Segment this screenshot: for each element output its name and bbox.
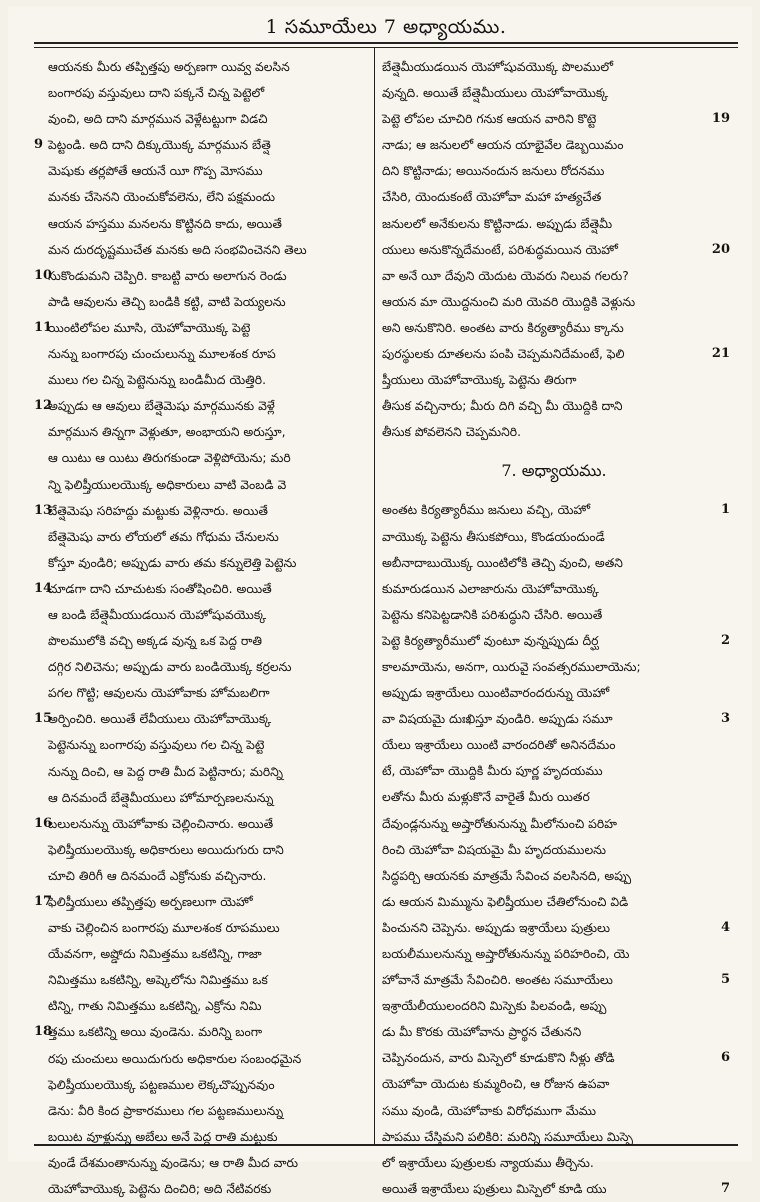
line-text: యెహోవా యెదుట కుమ్మరించి, ఆ రోజున ఉపవా — [382, 1077, 610, 1092]
text-line — [378, 341, 730, 367]
text-line — [378, 837, 730, 863]
text-line — [378, 211, 730, 237]
line-text: యెహోవాయొక్క పెట్టెను దించిరి; అది నేటివరకు — [48, 1182, 272, 1197]
line-text: బేత్షెమెషు సరిహద్దు మట్టుకు వెళ్లినారు. అయితే — [48, 503, 268, 518]
line-text: వాయొక్క పెట్టెను తీసుకపోయి, కొండయందుండే — [382, 529, 605, 544]
text-line — [378, 158, 730, 184]
text-line — [378, 732, 730, 758]
line-text: యులు అనుకొన్నదేమంటే, పరిశుద్ధమయిన యెహో — [382, 242, 618, 257]
line-text: అంతట కిర్యత్యారీము జనులు వచ్చి, యెహో — [382, 503, 591, 518]
text-line — [34, 54, 374, 80]
text-line — [34, 785, 374, 811]
line-text: ములు గల చిన్న పెట్టెనున్ను బండిమీద యెత్తిరి. — [48, 373, 266, 388]
verse-number: 17 — [34, 894, 53, 909]
line-text: చేసిరి, యెందుకంటే యెహోవా మహా హత్యచేత — [382, 190, 602, 205]
line-text: సుకొండుమని చెప్పిరి. కాబట్టి వారు అలాగున రెండు — [48, 268, 287, 283]
page — [8, 6, 752, 1197]
text-line — [34, 184, 374, 210]
line-text: లతోను మీరు మళ్లుకొనే వారైతే మీరు యితర — [382, 790, 590, 805]
text-line — [34, 80, 374, 106]
text-line — [378, 132, 730, 158]
text-line — [34, 550, 374, 576]
line-text: యేలు ఇశ్రాయేలు యింటి వారందరితో అనినదేమం — [382, 738, 616, 753]
verse-number: 14 — [34, 580, 53, 596]
page-title: 1 సమూయేలు 7 అధ్యాయము. — [265, 16, 507, 38]
line-text: అప్పుడు ఇశ్రాయేలు యింటివారందరున్ను యెహో — [382, 686, 610, 701]
line-text: పెట్టెను కనిపెట్టడానికి పరిశుద్ధుని చేసిరి. అయితే — [382, 607, 603, 622]
text-line — [378, 54, 730, 80]
text-line — [378, 289, 730, 315]
text-line — [34, 1098, 374, 1124]
line-text: వుండే దేశమంతానున్ను వుండెను; ఆ రాతి మీద వారు — [48, 1155, 299, 1170]
text-line — [34, 863, 374, 889]
text-line — [378, 1019, 730, 1045]
verse-number: 13 — [34, 502, 53, 518]
text-line — [34, 315, 374, 341]
text-line — [378, 550, 730, 576]
line-text: దగ్గిర నిలిచెను; అప్పుడు వారు బండియొక్క కర్రలను — [48, 660, 292, 675]
line-text: చూడగా దాని చూచుటకు సంతోషించిరి. అయితే — [48, 581, 272, 596]
text-line — [378, 80, 730, 106]
text-line — [378, 1045, 730, 1071]
line-text: వాకు చెల్లించిన బంగారపు మూలశంక రూపములు — [48, 921, 280, 936]
line-text: అప్పుడు ఆ ఆవులు బేత్షెమెషు మార్గమునకు వెళ్లే — [48, 399, 275, 414]
text-line — [378, 889, 730, 915]
line-text: పొలములోకి వచ్చి అక్కడ వున్న ఒక పెద్ద రాతి — [48, 634, 263, 649]
line-text: ఆయనకు మీరు తప్పిత్తపు అర్పణగా యివ్వ వలసిన — [48, 60, 290, 74]
text-line — [378, 706, 730, 732]
line-text: అయితే ఇశ్రాయేలు పుత్రులు మిస్పెలో కూడి యు — [382, 1181, 607, 1196]
line-text: ఫెలిష్తీయులయొక్క పట్టణముల లెక్కచొప్పునవుం — [48, 1077, 275, 1092]
verse-number: 7 — [720, 1180, 730, 1196]
text-line — [34, 445, 374, 471]
line-text: దేవుండ్లనున్ను అష్తారోతునున్ను మీలోనుంచి పరిహ — [382, 816, 617, 831]
line-text: కుమారుడయిన ఎలాజారును యెహోవాయొక్క — [382, 581, 599, 596]
text-line — [378, 915, 730, 941]
text-line — [34, 941, 374, 967]
text-line — [378, 1098, 730, 1124]
right-column-bottom — [378, 497, 730, 1202]
line-text: వా విషయమై దుఃఖిస్తూ వుండిరి. అప్పుడు సమూ — [382, 712, 613, 727]
line-text: ఇశ్రాయేలీయులందరిని మిస్పెకు పిలవండి, అప్పు — [382, 999, 607, 1014]
line-text: పించునని చెప్పెను. అప్పుడు ఇశ్రాయేలు పుత్రులు — [382, 920, 611, 935]
line-text: రించి యెహోవా విషయమై మీ హృదయములను — [382, 842, 607, 857]
line-text: మన దురదృష్టముచేత మనకు అది సంభవించెనని తెలు — [48, 242, 307, 257]
verse-number: 3 — [720, 711, 730, 727]
line-text: నిమిత్తము ఒకటిన్ని, అష్కెలోను నిమిత్తము ఒక — [48, 973, 268, 988]
line-text: నున్ను బంగారపు చుంచులున్ను మూలశంక రూప — [48, 347, 276, 362]
text-line — [378, 941, 730, 967]
text-line — [34, 498, 374, 524]
line-text: చెప్పినందున, వారు మిస్పెలో కూడుకొని నీళ్లు తోడి — [382, 1051, 615, 1066]
verse-number: 11 — [34, 319, 53, 335]
line-text: పురస్థులకు దూతలను పంపి చెప్పమనిదేమంటే, ఫెలి — [382, 347, 625, 362]
line-text: డు మీ కొరకు యెహోవాను ప్రార్థన చేతునని — [382, 1025, 582, 1040]
line-text: హోవానే మాత్రమే సేవించిరి. అంతట సమూయేలు — [382, 973, 613, 988]
line-text: నాడు; ఆ జనులలో ఆయన యాభైవేల డెబ్బయిమం — [382, 138, 624, 153]
line-text: బయిట వూళ్లున్ను అబేలు అనే పెద్ద రాతి మట్టుకు — [48, 1129, 278, 1144]
text-line — [34, 106, 374, 132]
text-line — [34, 289, 374, 315]
line-text: టే, యెహోవా యొద్దికి మీరు పూర్ణ హృదయము — [382, 764, 603, 779]
text-line — [378, 1124, 730, 1150]
verse-number: 15 — [34, 711, 53, 727]
text-line — [378, 106, 730, 132]
line-text: ఆ దినమందే బేత్షెమీయులు హోమార్పణలనున్ను — [48, 790, 274, 805]
line-text: వుంచి, అది దాని మార్గమున వెళ్లేటట్టుగా విడచి — [48, 112, 268, 127]
text-line — [34, 132, 374, 158]
line-text: బయలీములనున్ను అష్తారోతునున్ను పరిహరించి, యె — [382, 947, 630, 961]
header-rule — [34, 42, 738, 44]
line-text: వా అనే యీ దేవుని యెదుట యెవరు నిలువ గలరు? — [382, 268, 629, 283]
line-text: పెట్టెనున్ను బంగారపు వస్తువులు గల చిన్న పెట్టె — [48, 738, 265, 753]
column-divider — [374, 48, 375, 1144]
line-text: ఆ బండి బేత్షెమీయుడయిన యెహోషువయొక్క — [48, 607, 267, 622]
right-column-top — [378, 54, 730, 445]
text-line — [378, 1150, 730, 1176]
line-text: సిద్ధపర్చి ఆయనకు మాత్రమే సేవించ వలసినది, అప్పు — [382, 868, 632, 883]
line-text: నున్ను దించి, ఆ పెద్ద రాతి మీద పెట్టినారు; మరిన్ని — [48, 764, 283, 779]
verse-number: 5 — [720, 972, 730, 988]
line-text: యింటిలోపల మూసి, యెహోవాయొక్క పెట్టె — [48, 320, 251, 335]
verse-number: 1 — [720, 502, 730, 518]
line-text: ఆయన మా యొద్దనుంచి మరి యెవరి యొద్దికి వెళ్లును — [382, 294, 636, 309]
text-line — [34, 1046, 374, 1072]
text-line — [378, 680, 730, 706]
text-line — [34, 263, 374, 289]
line-text: లో ఇశ్రాయేలు పుత్రులకు న్యాయము తీర్చెను. — [382, 1155, 594, 1170]
line-text: దిని కొట్టినాడు; అయినందున జనులు రోదనము — [382, 164, 605, 179]
text-line — [378, 367, 730, 393]
text-line — [34, 1019, 374, 1045]
line-text: అని అనుకొనిరి. అంతట వారు కిర్యత్యారీము క్కాను — [382, 320, 624, 335]
verse-number: 4 — [720, 919, 730, 935]
text-line — [378, 237, 730, 263]
line-text: డు ఆయన మిమ్మును ఫెలిష్తీయుల చేతిలోనుంచి విడి — [382, 894, 629, 909]
left-column — [34, 54, 374, 1197]
text-line — [378, 654, 730, 680]
text-line — [34, 602, 374, 628]
text-line — [378, 758, 730, 784]
text-line — [34, 472, 374, 498]
line-text: రపు చుంచులు అయిదుగురు అధికారుల సంబంధమైన — [48, 1051, 302, 1066]
line-text: పాపము చేస్తిమని పలికిరి: మరిన్ని సమూయేలు మిస్పె — [382, 1129, 633, 1144]
verse-number: 12 — [34, 398, 53, 414]
line-text: ఆయన హస్తము మనలను కొట్టినది కాదు, అయితే — [48, 216, 282, 231]
text-line — [34, 889, 374, 915]
line-text: మెషుకు తర్లపోతే ఆయనే యీ గొప్ప మోసము — [48, 164, 263, 179]
line-text: జనులలో అనేకులను కొట్టినాడు. అప్పుడు బేత్షెమీ — [382, 216, 613, 231]
text-line — [34, 759, 374, 785]
verse-number: 21 — [711, 346, 730, 362]
text-line — [378, 993, 730, 1019]
text-line — [378, 315, 730, 341]
line-text: మార్గమున తిన్నగా వెళ్లుతూ, అంభాయని అరుస్తూ, — [48, 425, 286, 440]
chapter-heading: 7. అధ్యాయము. — [501, 461, 607, 481]
text-line — [378, 602, 730, 628]
text-line — [34, 1124, 374, 1150]
line-text: కోస్తూ వుండిరి; అప్పుడు వారు తమ కన్నులెత్తి పెట్టెను — [48, 555, 297, 570]
text-line — [378, 419, 730, 445]
line-text: వున్నది. అయితే బేత్షెమీయులు యెహోవాయొక్క — [382, 86, 609, 101]
line-text: పాడి ఆవులను తెచ్చి బండికి కట్టి, వాటి పెయ్యలను — [48, 294, 286, 309]
text-line — [34, 732, 374, 758]
line-text: తీసుక పోవలెనని చెప్పమనిరి. — [382, 425, 521, 440]
text-line — [34, 367, 374, 393]
line-text: ఆ యిటు ఆ యిటు తిరుగకుండా వెళ్లిపోయెను; మరి — [48, 451, 291, 466]
text-line — [34, 524, 374, 550]
text-line — [378, 784, 730, 810]
text-line — [378, 497, 730, 523]
text-line — [34, 837, 374, 863]
text-line — [34, 1072, 374, 1098]
text-line — [34, 576, 374, 602]
line-text: తీసుక వచ్చినారు; మీరు దిగి వచ్చి మీ యొద్దికి దాని — [382, 399, 623, 414]
text-line — [378, 863, 730, 889]
line-text: మనకు చేసెనని యెంచుకోవలెను, లేని పక్షమందు — [48, 190, 275, 205]
text-line — [34, 393, 374, 419]
line-text: న్ని ఫెలిష్తీయులయొక్క అధికారులు వాటి వెంబడి వె — [48, 477, 287, 492]
line-text: చూచి తిరిగీ ఆ దినమందే ఎక్రోనుకు వచ్చినారు. — [48, 868, 267, 883]
text-line — [34, 341, 374, 367]
text-line — [34, 1176, 374, 1202]
text-line — [34, 237, 374, 263]
line-text: సము వుండి, యెహోవాకు విరోధముగా మేము — [382, 1103, 597, 1118]
line-text: పెట్టండి. అది దాని దిక్కుయొక్క మార్గమున బేత్షె — [48, 138, 271, 153]
text-line — [34, 915, 374, 941]
line-text: టిన్ని, గాతు నిమిత్తము ఒకటిన్ని, ఎక్రోను నిమి — [48, 999, 262, 1014]
text-line — [378, 628, 730, 654]
text-line — [378, 393, 730, 419]
line-text: బేత్షెమెషు వారు లోయలో తమ గోధుమ చేనులను — [48, 529, 279, 544]
text-line — [378, 263, 730, 289]
verse-number: 16 — [34, 815, 53, 831]
text-line — [378, 811, 730, 837]
verse-number: 18 — [34, 1024, 53, 1040]
text-line — [378, 967, 730, 993]
text-line — [34, 967, 374, 993]
line-text: త్తము ఒకటిన్ని అయి వుండెను. మరిన్ని బంగా — [48, 1025, 263, 1040]
line-text: యేవనగా, అష్డోదు నిమిత్తము ఒకటిన్ని, గాజా — [48, 947, 262, 962]
line-text: డెను: వీరి కింద ప్రాకారములు గల పట్టణములున్ను — [48, 1103, 284, 1118]
line-text: ఫెలిష్తీయులయొక్క అధికారులు అయిదుగురు దాని — [48, 842, 284, 857]
line-text: ఫెలిష్తీయులు తప్పిత్తపు అర్పణలుగా యెహో — [48, 895, 253, 909]
line-text: పెట్టె లోపల చూచిరి గనుక ఆయన వారిని కొట్టె — [382, 112, 597, 127]
header-rule-thin — [34, 47, 738, 48]
line-text: అర్పించిరి. అయితే లేవీయులు యెహోవాయొక్క — [48, 712, 272, 727]
verse-number: 10 — [34, 267, 53, 283]
text-line — [34, 654, 374, 680]
text-line — [378, 1176, 730, 1202]
verse-number: 2 — [720, 632, 730, 648]
text-line — [378, 576, 730, 602]
line-text: పగల గొట్టి; ఆవులను యెహోవాకు హోమబలిగా — [48, 686, 270, 701]
right-column — [378, 54, 730, 1196]
line-text: ష్తీయులు యెహోవాయొక్క పెట్టెను తిరుగా — [382, 373, 577, 388]
text-line — [34, 1150, 374, 1176]
line-text: బేత్షెమీయుడయిన యెహోషువయొక్క పొలములో — [382, 60, 614, 74]
line-text: పెట్టె కిర్యత్యారీములో వుంటూ వున్నప్పుడు దీర్ఘ — [382, 633, 599, 648]
text-line — [34, 419, 374, 445]
text-line — [378, 184, 730, 210]
text-line — [34, 628, 374, 654]
text-line — [34, 706, 374, 732]
line-text: కాలమాయెను, అనగా, యిరువై సంవత్సరములాయెను; — [382, 659, 641, 674]
text-line — [34, 993, 374, 1019]
verse-number: 6 — [720, 1050, 730, 1066]
line-text: అబీనాదాబుయొక్క యింటిలోకి తెచ్చి వుంచి, అతని — [382, 555, 623, 570]
verse-number: 9 — [34, 137, 44, 153]
line-text: బలులనున్ను యెహోవాకు చెల్లించినారు. అయితే — [48, 816, 274, 831]
text-line — [378, 524, 730, 550]
verse-number: 20 — [711, 241, 730, 257]
text-line — [378, 1071, 730, 1097]
text-line — [34, 680, 374, 706]
verse-number: 19 — [711, 111, 730, 127]
text-line — [34, 811, 374, 837]
text-line — [34, 211, 374, 237]
text-line — [34, 158, 374, 184]
line-text: బంగారపు వస్తువులు దాని పక్కనే చిన్న పెట్టెలో — [48, 86, 265, 101]
